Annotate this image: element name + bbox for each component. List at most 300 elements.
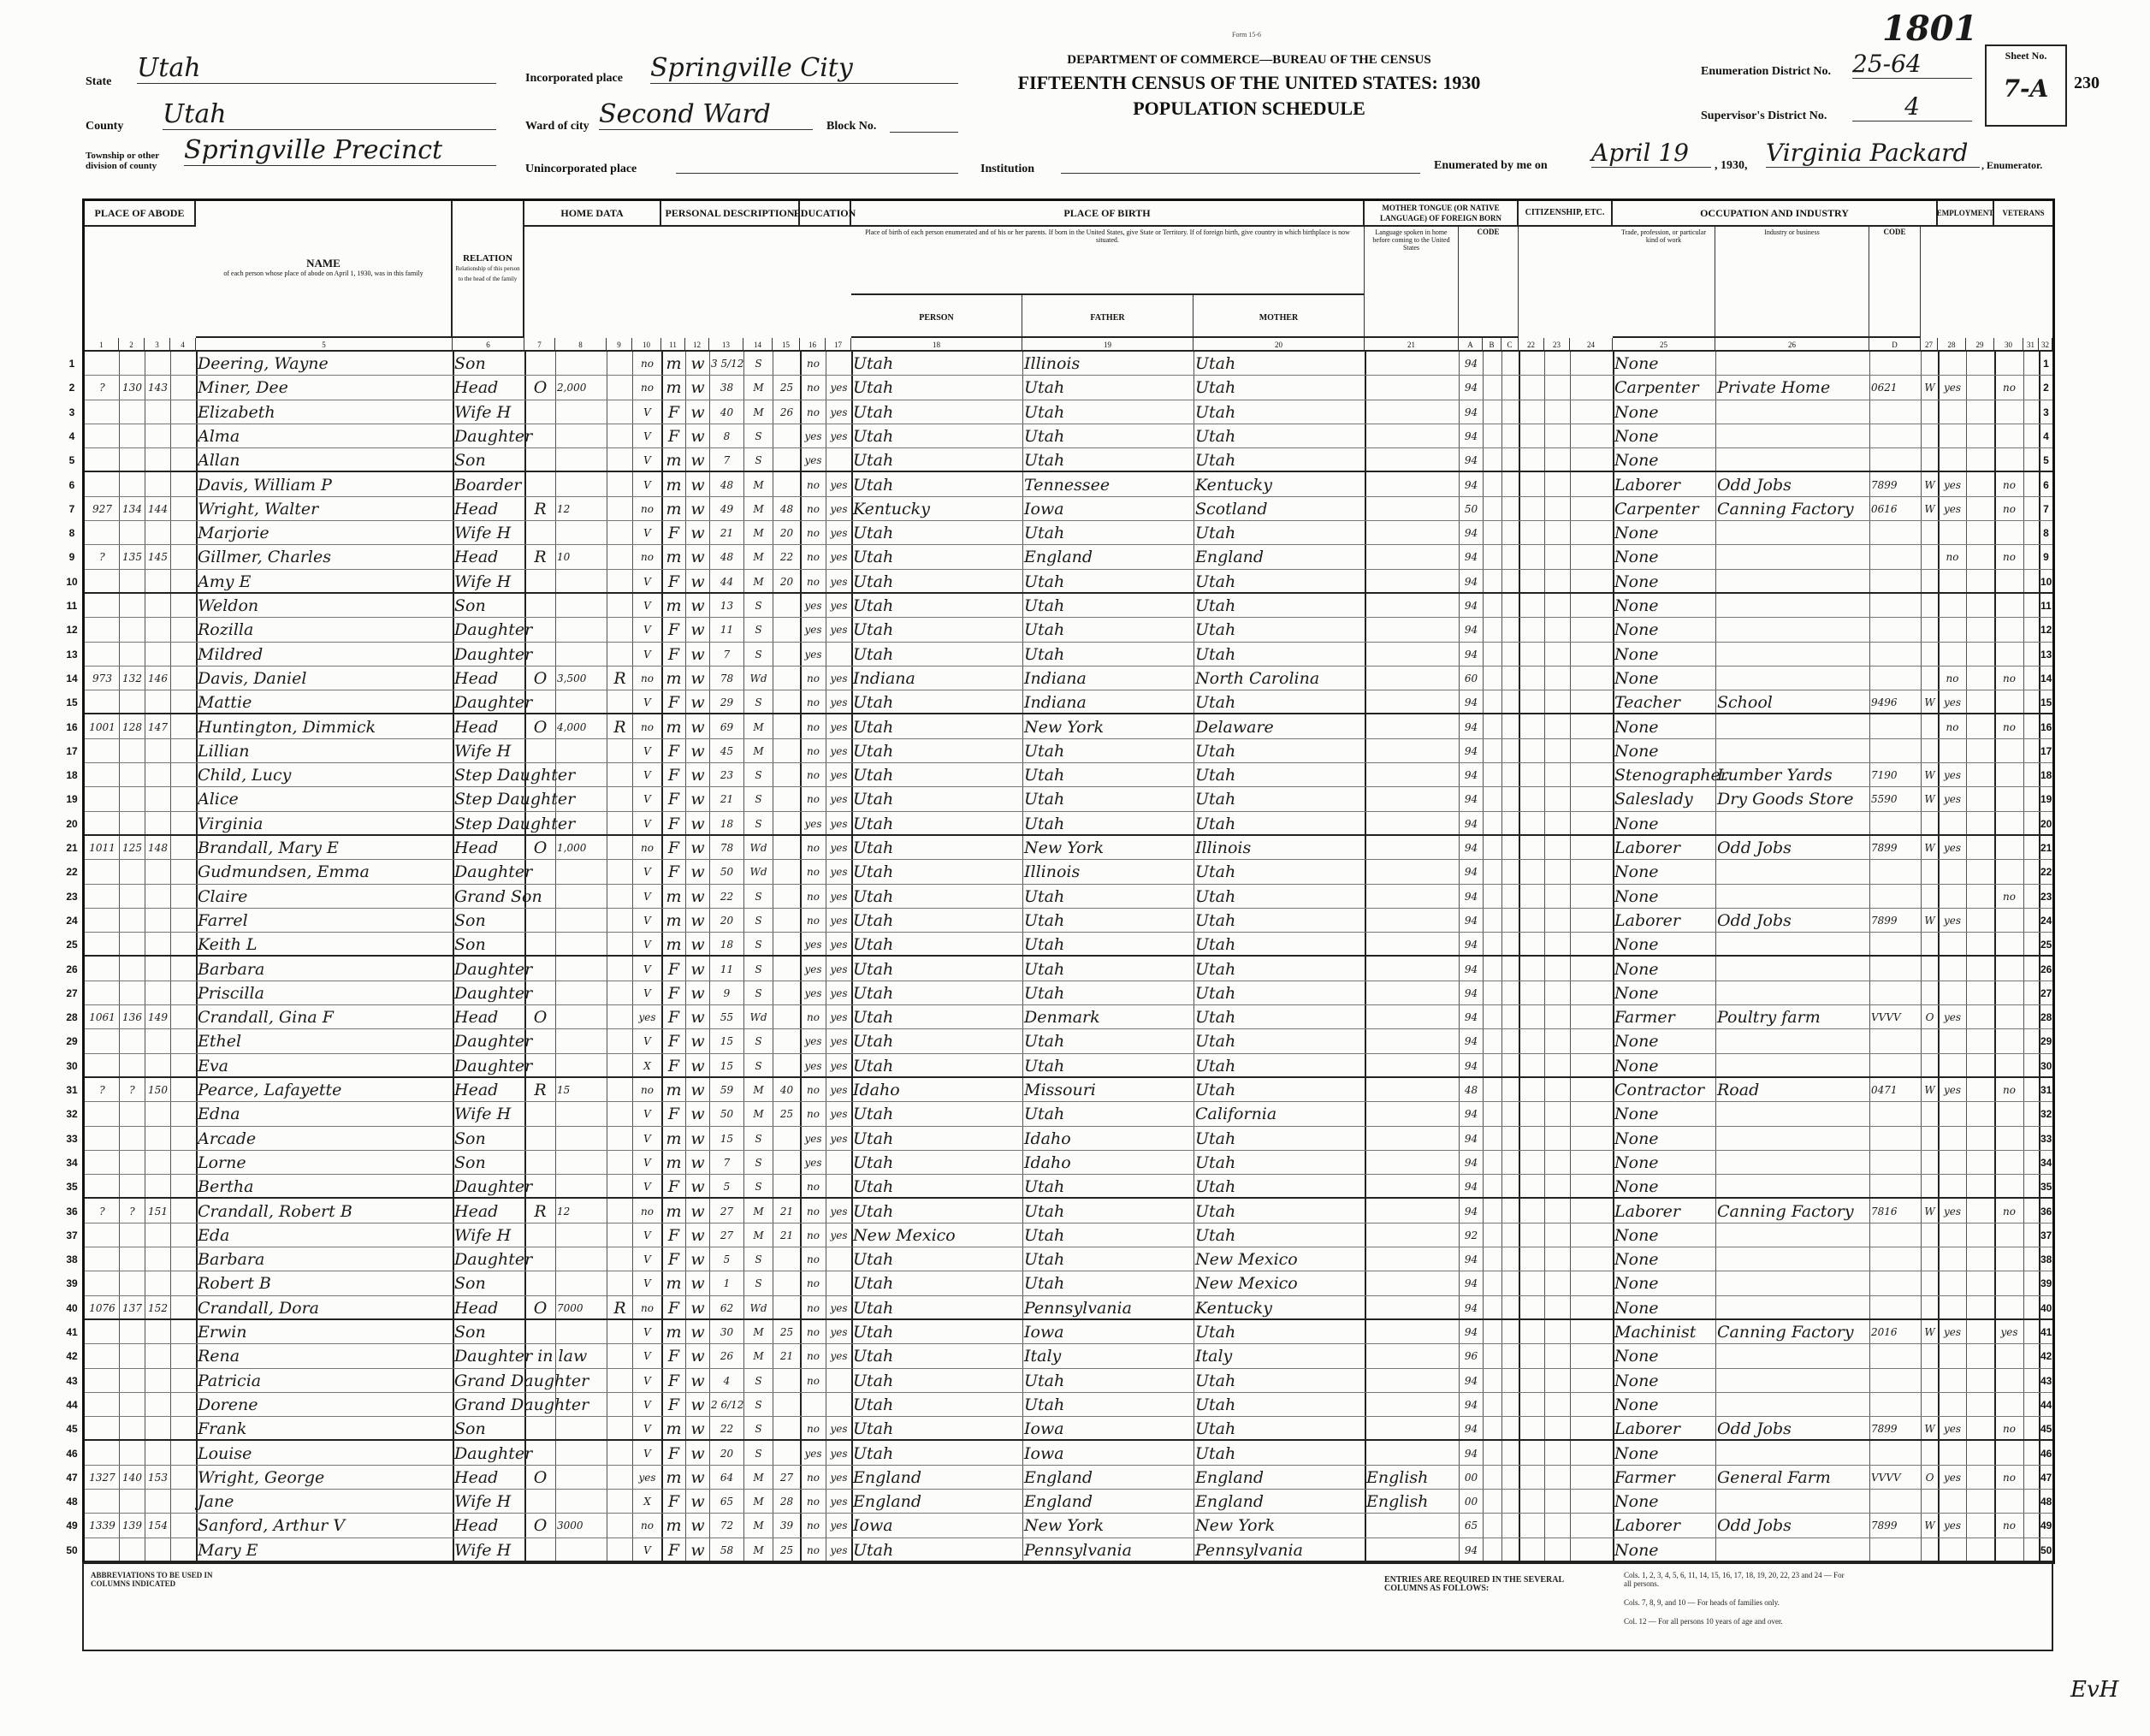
street-cell <box>86 812 118 834</box>
emp-cell <box>1940 1393 1965 1416</box>
marital-cell: Wd <box>749 672 767 684</box>
line-number-left: 5 <box>68 454 75 467</box>
table-row <box>66 690 2052 714</box>
farm-cell: no <box>641 1084 654 1096</box>
table-row <box>66 1029 2052 1053</box>
value-cell <box>557 1538 606 1561</box>
age-cell: 29 <box>720 696 734 709</box>
dwelling-cell <box>121 1175 144 1197</box>
tongue-cell <box>1366 860 1458 883</box>
marital-cell: M <box>753 1543 764 1556</box>
tenure-cell: R <box>534 499 547 518</box>
birth-cell: Utah <box>853 402 894 422</box>
family-cell <box>146 400 169 424</box>
vet-cell <box>1996 1151 2023 1174</box>
farm-cell: no <box>641 358 654 370</box>
marital-cell: Wd <box>749 1301 767 1314</box>
value-cell: 1,000 <box>557 842 587 854</box>
occupation-cell: None <box>1614 354 1659 373</box>
radio-cell <box>608 909 631 932</box>
race-cell: w <box>690 983 705 1003</box>
emp-cell <box>1940 1151 1965 1174</box>
radio-cell <box>608 1029 631 1052</box>
column-number: 27 <box>1921 338 1938 352</box>
race-cell: w <box>690 1250 705 1270</box>
code-cell: 94 <box>1464 454 1478 467</box>
line-number-left: 28 <box>66 1011 78 1024</box>
tongue-cell <box>1366 1271 1458 1295</box>
race-cell: w <box>690 1177 705 1197</box>
age-marr-cell <box>774 1369 799 1392</box>
farm-cell: V <box>643 963 651 975</box>
family-cell <box>146 860 169 883</box>
radio-cell <box>608 1200 631 1223</box>
icode-cell <box>1871 1102 1920 1125</box>
line-number: 41 <box>2040 1326 2052 1338</box>
family-cell: 146 <box>148 672 168 684</box>
school-cell: no <box>807 842 820 854</box>
family-cell: 144 <box>148 502 168 515</box>
sex-cell: m <box>666 886 682 906</box>
worker-cell <box>1922 1127 1937 1150</box>
street-cell: 927 <box>92 502 112 515</box>
family-cell <box>146 1320 169 1343</box>
street-cell <box>86 473 118 496</box>
line-number-left: 4 <box>68 430 75 442</box>
name-cell: Lillian <box>198 741 250 761</box>
code-cell: 94 <box>1464 842 1478 854</box>
read-cell: yes <box>830 527 848 540</box>
column-number: 5 <box>196 338 453 352</box>
worker-cell <box>1922 352 1937 375</box>
street-cell: 1011 <box>89 842 115 854</box>
column-number: 4 <box>170 338 196 352</box>
marital-cell: M <box>753 527 764 540</box>
farm-cell: V <box>643 600 651 612</box>
street-cell <box>86 1417 118 1439</box>
line-number-left: 8 <box>68 527 75 540</box>
father-cell: Idaho <box>1024 1129 1071 1148</box>
father-cell: Iowa <box>1024 1419 1064 1439</box>
icode-cell <box>1871 1271 1920 1295</box>
marital-cell: S <box>755 1156 762 1169</box>
code-cell: 94 <box>1464 1277 1478 1290</box>
age-cell: 18 <box>720 939 734 951</box>
vet-cell <box>1996 1175 2023 1197</box>
mother-cell: Illinois <box>1195 838 1252 857</box>
tongue-cell <box>1366 667 1458 690</box>
occupation-cell: Farmer <box>1614 1008 1675 1028</box>
value-cell <box>557 1271 606 1295</box>
industry-cell: Dry Goods Store <box>1717 790 1854 809</box>
race-cell: w <box>690 426 705 446</box>
table-row <box>66 1102 2052 1126</box>
father-cell: New York <box>1024 1516 1105 1536</box>
race-cell: w <box>690 1032 705 1052</box>
relation-cell: Head <box>454 1201 499 1221</box>
relation-cell: Wife H <box>454 1492 512 1512</box>
occupation-cell: Laborer <box>1614 475 1680 495</box>
school-cell: yes <box>804 1447 822 1460</box>
name-cell: Brandall, Mary E <box>198 838 339 857</box>
emp-cell <box>1940 1296 1965 1318</box>
school-cell: no <box>807 696 820 709</box>
street-cell: ? <box>99 1205 105 1218</box>
birth-cell: Utah <box>853 451 894 471</box>
marital-cell: M <box>753 1520 764 1532</box>
marital-cell: M <box>753 575 764 588</box>
name-cell: Keith L <box>198 935 258 955</box>
street-cell <box>86 957 118 981</box>
sex-cell: F <box>667 862 680 882</box>
column-number: 6 <box>453 338 524 352</box>
race-cell: w <box>690 1105 705 1124</box>
icode-cell: 0471 <box>1871 1084 1898 1096</box>
industry-cell: Private Home <box>1717 378 1831 398</box>
value-cell <box>557 448 606 471</box>
age-cell: 11 <box>720 963 734 975</box>
school-cell: yes <box>804 454 822 467</box>
worker-cell: W <box>1924 696 1935 709</box>
read-cell <box>827 1393 850 1416</box>
mother-cell: Scotland <box>1195 499 1268 518</box>
emp-cell: yes <box>1943 914 1962 927</box>
age-cell: 21 <box>720 527 734 540</box>
vet-cell <box>1996 1393 2023 1416</box>
emp-cell: no <box>1946 551 1959 564</box>
table-row <box>68 352 2052 376</box>
industry-cell <box>1717 715 1869 738</box>
line-number-left: 27 <box>66 986 78 999</box>
farm-cell: V <box>643 1132 651 1145</box>
dwelling-cell <box>121 1344 144 1367</box>
marital-cell: M <box>753 1350 764 1363</box>
icode-cell <box>1871 860 1920 883</box>
radio-cell <box>608 400 631 424</box>
tongue-cell <box>1366 1151 1458 1174</box>
line-number: 45 <box>2040 1423 2052 1436</box>
tongue-cell: English <box>1366 1467 1429 1487</box>
age-cell: 7 <box>723 648 731 661</box>
emp-cell: yes <box>1943 1423 1962 1436</box>
name-cell: Crandall, Robert B <box>198 1201 352 1221</box>
line-number-left: 10 <box>66 575 78 588</box>
marital-cell: S <box>755 1374 762 1387</box>
relation-cell: Grand Son <box>454 886 542 906</box>
dwelling-cell <box>121 521 144 544</box>
line-number-left: 13 <box>66 648 78 661</box>
sex-cell: F <box>667 1492 680 1512</box>
street-cell <box>86 1127 118 1150</box>
family-cell <box>146 909 169 932</box>
icode-cell: 0621 <box>1871 382 1898 394</box>
code-cell: 94 <box>1464 1205 1478 1218</box>
table-row <box>66 1127 2052 1151</box>
race-cell: w <box>690 693 705 713</box>
value-cell <box>557 521 606 544</box>
school-cell: yes <box>804 600 822 612</box>
group-occupation: OCCUPATION AND INDUSTRY <box>1613 201 1938 227</box>
code-cell: 94 <box>1464 1326 1478 1338</box>
age-marr-cell <box>774 715 799 738</box>
emp-cell: yes <box>1943 1471 1962 1484</box>
street-cell <box>86 643 118 666</box>
birth-cell: Utah <box>853 717 894 737</box>
sex-cell: m <box>666 1516 682 1536</box>
worker-cell <box>1922 618 1937 641</box>
street-cell: ? <box>99 382 105 394</box>
sex-cell: F <box>667 1371 680 1390</box>
worker-cell <box>1922 545 1937 568</box>
tongue-cell <box>1366 473 1458 496</box>
line-number: 14 <box>2040 672 2052 684</box>
family-cell <box>146 933 169 955</box>
line-number-left: 37 <box>66 1229 78 1241</box>
read-cell: yes <box>830 672 848 684</box>
dwelling-cell <box>121 570 144 592</box>
relation-cell: Head <box>454 717 499 737</box>
line-number-left: 32 <box>66 1108 78 1121</box>
enumerator-initials: EvH <box>2070 1677 2119 1703</box>
age-marr-cell <box>774 1296 799 1318</box>
mother-cell: Utah <box>1195 354 1236 373</box>
school-cell: no <box>807 1277 820 1290</box>
industry-cell <box>1717 618 1869 641</box>
mother-cell: Utah <box>1195 1371 1236 1390</box>
line-number: 22 <box>2040 866 2052 879</box>
street-cell <box>86 1320 118 1343</box>
relation-cell: Daughter <box>454 1056 533 1075</box>
icode-cell: 0616 <box>1871 502 1898 515</box>
radio-cell: R <box>613 717 626 737</box>
occupation-cell: None <box>1614 814 1659 833</box>
race-cell: w <box>690 886 705 906</box>
worker-cell: O <box>1925 1011 1934 1024</box>
dwelling-cell: ? <box>129 1205 135 1218</box>
age-cell: 27 <box>720 1205 734 1218</box>
farm-cell: V <box>643 575 651 588</box>
family-cell <box>146 1127 169 1150</box>
tenure-cell <box>526 690 554 713</box>
family-cell: 151 <box>148 1205 168 1218</box>
table-row <box>66 763 2052 787</box>
radio-cell <box>608 763 631 786</box>
census-title: FIFTEENTH CENSUS OF THE UNITED STATES: 1930 <box>1017 72 1481 93</box>
birth-cell: Utah <box>853 426 894 446</box>
father-cell: England <box>1024 548 1093 567</box>
age-cell: 38 <box>720 382 734 394</box>
emp-cell: yes <box>1943 793 1962 806</box>
read-cell: yes <box>830 696 848 709</box>
dwelling-cell: 135 <box>122 551 142 564</box>
tenure-cell <box>526 1369 554 1392</box>
page-number: 230 <box>2074 74 2100 92</box>
relation-cell: Wife H <box>454 402 512 422</box>
age-marr-cell <box>774 1247 799 1271</box>
icode-cell: VVVV <box>1871 1011 1901 1024</box>
radio-cell <box>608 1514 631 1537</box>
worker-cell <box>1922 1029 1937 1052</box>
line-number: 2 <box>2043 382 2049 394</box>
marital-cell: Wd <box>749 1011 767 1024</box>
line-number-left: 29 <box>66 1035 78 1048</box>
age-cell: 65 <box>720 1496 734 1508</box>
vet-cell <box>1996 1538 2023 1561</box>
emp-cell: yes <box>1943 696 1962 709</box>
race-cell: w <box>690 572 705 591</box>
mother-cell: Utah <box>1195 1008 1236 1028</box>
family-cell <box>146 1490 169 1513</box>
birth-cell: Utah <box>853 1371 894 1390</box>
name-cell: Rozilla <box>198 620 254 640</box>
dwelling-cell: 134 <box>122 502 142 515</box>
column-number: 17 <box>826 338 851 352</box>
tenure-cell <box>526 570 554 592</box>
age-marr-cell <box>774 1005 799 1028</box>
farm-cell: yes <box>638 1011 656 1024</box>
street-cell <box>86 909 118 932</box>
value-cell <box>557 400 606 424</box>
father-cell: Pennsylvania <box>1024 1540 1132 1560</box>
birth-cell: Utah <box>853 1419 894 1439</box>
race-cell: w <box>690 499 705 518</box>
value-cell: 12 <box>557 502 571 515</box>
tongue-cell <box>1366 1223 1458 1247</box>
name-cell: Alma <box>198 426 240 446</box>
marital-cell: S <box>755 1253 762 1266</box>
worker-cell <box>1922 1296 1937 1318</box>
race-cell: w <box>690 451 705 471</box>
mother-cell: Utah <box>1195 1395 1236 1414</box>
race-cell: w <box>690 1008 705 1028</box>
dwelling-cell <box>121 1054 144 1076</box>
dwelling-cell <box>121 860 144 883</box>
race-cell: w <box>690 1443 705 1463</box>
occupation-cell: None <box>1614 572 1659 591</box>
relation-cell: Son <box>454 596 486 615</box>
icode-cell <box>1871 1490 1920 1513</box>
tenure-cell <box>526 981 554 1004</box>
vet-cell: no <box>2003 890 2016 903</box>
father-cell: Tennessee <box>1024 475 1111 495</box>
column-number: D <box>1869 338 1921 352</box>
tongue-cell <box>1366 885 1458 908</box>
abbreviations-title: ABBREVIATIONS TO BE USED IN COLUMNS INDICATED <box>91 1571 213 1588</box>
tenure-cell <box>526 860 554 883</box>
industry-cell: Odd Jobs <box>1717 475 1792 495</box>
race-cell: w <box>690 1056 705 1075</box>
age-marr-cell <box>774 957 799 981</box>
line-number-left: 1 <box>68 358 75 370</box>
radio-cell <box>608 643 631 666</box>
name-cell: Davis, Daniel <box>198 668 307 688</box>
father-cell: Utah <box>1024 1371 1065 1390</box>
family-cell: 147 <box>148 720 168 733</box>
table-row <box>66 1514 2052 1538</box>
sex-cell: F <box>667 1540 680 1560</box>
school-cell: no <box>807 1084 820 1096</box>
read-cell <box>827 1175 850 1197</box>
name-cell: Jane <box>198 1492 234 1512</box>
block-label: Block No. <box>826 120 877 133</box>
farm-cell: X <box>643 1059 651 1072</box>
sex-cell: m <box>666 451 682 471</box>
age-cell: 78 <box>720 672 734 684</box>
emp-cell: yes <box>1943 1011 1962 1024</box>
birth-cell: England <box>853 1492 922 1512</box>
name-cell: Rena <box>198 1347 240 1366</box>
race-cell: w <box>690 1371 705 1390</box>
read-cell: yes <box>830 502 848 515</box>
marital-cell: Wd <box>749 842 767 854</box>
farm-cell: V <box>643 1277 651 1290</box>
school-cell: no <box>807 1011 820 1024</box>
table-row <box>66 787 2052 811</box>
column-number: 22 <box>1519 338 1544 352</box>
age-marr-cell: 25 <box>779 1108 794 1121</box>
industry-cell <box>1717 545 1869 568</box>
industry-cell <box>1717 885 1869 908</box>
department-title: DEPARTMENT OF COMMERCE—BUREAU OF THE CENSUS <box>1067 53 1431 67</box>
family-cell <box>146 424 169 447</box>
tongue-cell <box>1366 570 1458 592</box>
tenure-cell <box>526 812 554 834</box>
family-cell <box>146 473 169 496</box>
vet-cell <box>1996 981 2023 1004</box>
read-cell: yes <box>830 1326 848 1338</box>
table-row <box>68 473 2052 497</box>
icode-cell <box>1871 1296 1920 1318</box>
age-marr-cell <box>774 1175 799 1197</box>
tongue-description: Language spoken in home before coming to the United States <box>1365 227 1459 338</box>
family-cell <box>146 981 169 1004</box>
tenure-cell <box>526 643 554 666</box>
code-cell: 94 <box>1464 817 1478 830</box>
tongue-cell <box>1366 1514 1458 1537</box>
street-cell: 1076 <box>89 1301 115 1314</box>
race-cell: w <box>690 548 705 567</box>
vet-cell <box>1996 763 2023 786</box>
industry-cell: Canning Factory <box>1717 1201 1854 1221</box>
icode-cell <box>1871 1223 1920 1247</box>
mother-cell: England <box>1195 1467 1265 1487</box>
family-cell: 148 <box>148 842 168 854</box>
sex-cell: F <box>667 1395 680 1414</box>
relation-cell: Son <box>454 935 486 955</box>
mother-cell: Utah <box>1195 790 1236 809</box>
icode-cell <box>1871 448 1920 471</box>
age-cell: 55 <box>720 1011 734 1024</box>
read-cell: yes <box>830 914 848 927</box>
age-cell: 44 <box>720 575 734 588</box>
table-row <box>66 667 2052 690</box>
mother-cell: Utah <box>1195 378 1236 398</box>
code-cell: 94 <box>1464 939 1478 951</box>
line-number: 48 <box>2040 1496 2052 1508</box>
tongue-cell <box>1366 424 1458 447</box>
vet-cell: no <box>2003 382 2016 394</box>
farm-cell: no <box>641 551 654 564</box>
relation-cell: Son <box>454 451 486 471</box>
name-cell: Frank <box>198 1419 247 1439</box>
line-number-left: 33 <box>66 1132 78 1145</box>
sex-cell: F <box>667 1250 680 1270</box>
radio-cell <box>608 424 631 447</box>
vet-cell <box>1996 933 2023 955</box>
age-cell: 5 <box>723 1181 731 1194</box>
occupation-cell: None <box>1614 1105 1659 1124</box>
group-mother-tongue: MOTHER TONGUE (OR NATIVE LANGUAGE) OF FOREIGN BORN <box>1365 201 1519 227</box>
